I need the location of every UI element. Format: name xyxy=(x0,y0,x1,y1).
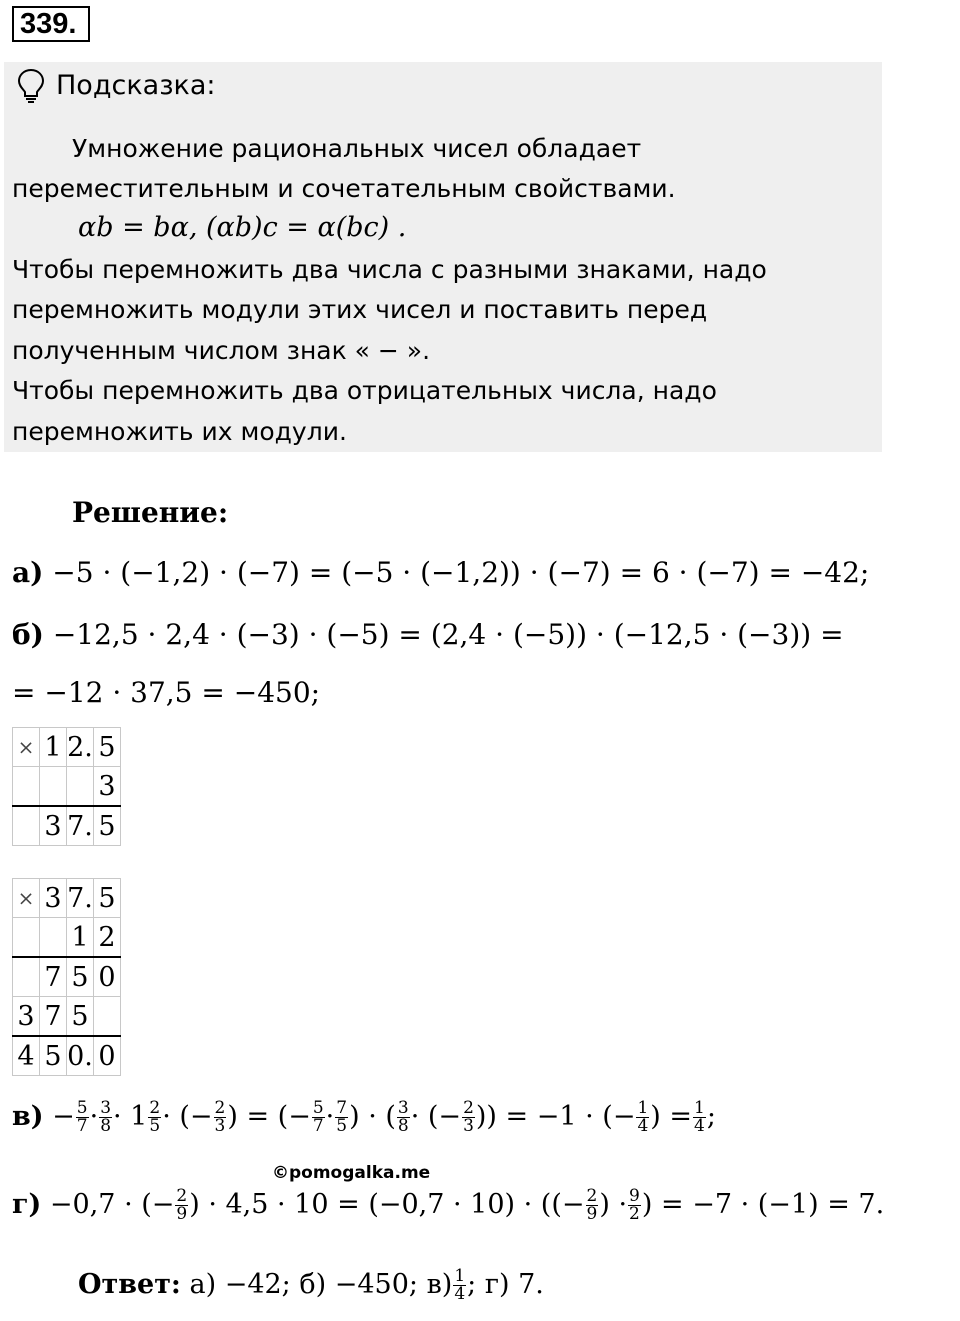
term: ) = xyxy=(650,1101,693,1132)
calc-cell xyxy=(67,767,94,807)
calc-cell: 5 xyxy=(94,879,121,918)
calc-cell xyxy=(94,997,121,1037)
fraction xyxy=(312,1100,325,1135)
calc-cell: 3 xyxy=(40,879,67,918)
answer xyxy=(78,1268,544,1303)
hint-line: Чтобы перемножить два числа с разными знаками, надо xyxy=(12,255,767,284)
fraction xyxy=(397,1100,410,1135)
calc-cell: × xyxy=(13,728,40,767)
expr-b-line1: −12,5 · 2,4 · (−3) · (−5) = (2,4 · (−5)) · (−12,5 · (−3)) = xyxy=(52,618,844,651)
term: −0,7 · (− xyxy=(49,1189,175,1220)
numerator: 3 xyxy=(397,1098,409,1118)
column-multiplication-1 xyxy=(12,727,121,846)
term: · xyxy=(325,1101,335,1132)
calc-cell: 7 xyxy=(40,997,67,1037)
calc-cell: 3 xyxy=(40,806,67,846)
denominator: 7 xyxy=(76,1116,88,1136)
solution-g xyxy=(12,1188,884,1223)
fraction xyxy=(693,1100,706,1135)
fraction xyxy=(453,1268,466,1303)
problem-number: 339. xyxy=(12,6,90,42)
numerator: 5 xyxy=(76,1098,88,1118)
calc-cell xyxy=(13,957,40,997)
hint-formula: αb = bα, (αb)c = α(bc) . xyxy=(78,212,407,243)
denominator: 8 xyxy=(397,1116,409,1136)
denominator: 4 xyxy=(454,1284,466,1304)
numerator: 2 xyxy=(176,1186,188,1206)
expr-a: −5 · (−1,2) · (−7) = (−5 · (−1,2)) · (−7) = 6 · (−7) = −42; xyxy=(52,556,870,589)
term: ; xyxy=(706,1101,716,1132)
numerator: 2 xyxy=(214,1098,226,1118)
fraction xyxy=(628,1188,641,1223)
calc-cell: 5 xyxy=(67,957,94,997)
solution-a xyxy=(12,556,869,589)
calc-cell xyxy=(40,918,67,958)
numerator: 1 xyxy=(694,1098,705,1118)
calc-cell: 3 xyxy=(13,997,40,1037)
hint-line: Чтобы перемножить два отрицательных числа, надо xyxy=(12,376,717,405)
denominator: 9 xyxy=(176,1204,188,1224)
term: · xyxy=(89,1101,99,1132)
term: )) = −1 · (− xyxy=(475,1101,636,1132)
calc-cell xyxy=(40,767,67,807)
fraction xyxy=(335,1100,348,1135)
hint-line: Умножение рациональных чисел обладает xyxy=(72,134,642,163)
term: − xyxy=(52,1101,75,1132)
fraction xyxy=(148,1100,161,1135)
label-g: г) xyxy=(12,1189,42,1220)
term: ) · 4,5 · 10 = (−0,7 · 10) · ((− xyxy=(189,1189,585,1220)
denominator: 8 xyxy=(100,1116,112,1136)
answer-text: а) −42; б) −450; в) xyxy=(189,1269,453,1300)
fraction xyxy=(636,1100,649,1135)
term: ) = (− xyxy=(227,1101,311,1132)
denominator: 5 xyxy=(149,1116,161,1136)
numerator: 3 xyxy=(100,1098,112,1118)
denominator: 4 xyxy=(694,1116,705,1136)
calc-cell: 0 xyxy=(94,1036,121,1076)
solution-v xyxy=(12,1100,716,1135)
term: · (− xyxy=(410,1101,462,1132)
calc-cell: 2. xyxy=(67,728,94,767)
fraction xyxy=(586,1188,599,1223)
hint-line: полученным числом знак « − ». xyxy=(12,336,431,365)
hint-line: перемножить их модули. xyxy=(12,417,347,446)
denominator: 4 xyxy=(637,1116,649,1136)
watermark: ©pomogalka.me xyxy=(272,1163,431,1183)
expr-b-line2: = −12 · 37,5 = −450; xyxy=(12,676,321,709)
calc-cell: 0. xyxy=(67,1036,94,1076)
fraction xyxy=(214,1100,227,1135)
calc-cell: 5 xyxy=(40,1036,67,1076)
term: ) · xyxy=(599,1189,628,1220)
calc-cell: 0 xyxy=(94,957,121,997)
calc-cell xyxy=(13,806,40,846)
calc-cell: × xyxy=(13,879,40,918)
term: · (− xyxy=(162,1101,213,1132)
numerator: 2 xyxy=(586,1186,598,1206)
numerator: 5 xyxy=(312,1098,324,1118)
calc-cell: 4 xyxy=(13,1036,40,1076)
lightbulb-icon xyxy=(16,68,46,104)
calc-cell: 1 xyxy=(40,728,67,767)
denominator: 7 xyxy=(312,1116,324,1136)
calc-cell: 7. xyxy=(67,806,94,846)
denominator: 9 xyxy=(586,1204,598,1224)
label-v: в) xyxy=(12,1101,44,1132)
fraction xyxy=(99,1100,112,1135)
denominator: 5 xyxy=(336,1116,348,1136)
calc-cell: 5 xyxy=(94,806,121,846)
calc-cell: 1 xyxy=(67,918,94,958)
column-multiplication-2 xyxy=(12,878,121,1076)
numerator: 2 xyxy=(149,1098,161,1118)
hint-line: переместительным и сочетательным свойствами. xyxy=(12,174,676,203)
denominator: 2 xyxy=(629,1204,640,1224)
term: ) = −7 · (−1) = 7. xyxy=(641,1189,885,1220)
calc-cell xyxy=(13,918,40,958)
label-a: а) xyxy=(12,556,44,589)
denominator: 3 xyxy=(463,1116,474,1136)
term: ) · ( xyxy=(349,1101,396,1132)
calc-cell: 3 xyxy=(94,767,121,807)
numerator: 2 xyxy=(463,1098,474,1118)
calc-cell: 7. xyxy=(67,879,94,918)
fraction xyxy=(462,1100,475,1135)
fraction xyxy=(76,1100,89,1135)
label-b: б) xyxy=(12,618,44,651)
numerator: 1 xyxy=(637,1098,649,1118)
numerator: 9 xyxy=(629,1186,640,1206)
solution-heading: Решение: xyxy=(72,496,229,529)
hint-title: Подсказка: xyxy=(56,70,216,101)
solution-b xyxy=(12,618,844,651)
term: · 1 xyxy=(113,1101,148,1132)
answer-end: ; г) 7. xyxy=(467,1269,544,1300)
numerator: 7 xyxy=(336,1098,348,1118)
calc-cell: 5 xyxy=(67,997,94,1037)
calc-cell xyxy=(13,767,40,807)
calc-cell: 7 xyxy=(40,957,67,997)
hint-line: перемножить модули этих чисел и поставить перед xyxy=(12,295,708,324)
denominator: 3 xyxy=(214,1116,226,1136)
fraction xyxy=(175,1188,188,1223)
answer-label: Ответ: xyxy=(78,1269,181,1300)
calc-cell: 5 xyxy=(94,728,121,767)
numerator: 1 xyxy=(454,1266,466,1286)
calc-cell: 2 xyxy=(94,918,121,958)
